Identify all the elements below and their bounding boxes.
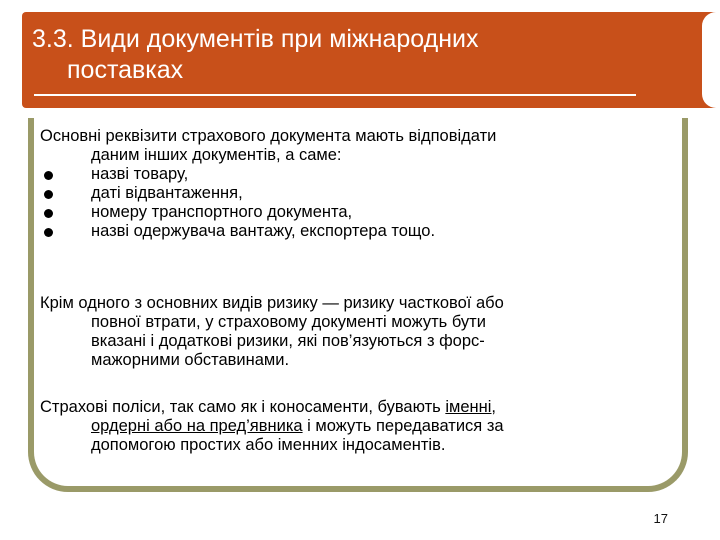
list-item-text: назві одержувача вантажу, експортера тощо. [91, 222, 436, 240]
list-item-text: назві товару, [91, 165, 189, 183]
title-banner [22, 12, 718, 108]
underlined-term: ордерні або на пред’явника [91, 417, 303, 435]
slide-title-line2: поставках [67, 56, 184, 84]
bullet-icon [44, 190, 53, 199]
list-item [40, 165, 680, 184]
paragraph-line: допомогою простих або іменних індосаментів. [91, 436, 446, 454]
paragraph-line: вказані і додаткові ризики, які пов’язуються з форс- [91, 332, 485, 350]
bullet-icon [44, 228, 53, 237]
paragraph-line: повної втрати, у страховому документі можуть бути [91, 313, 486, 331]
paragraph-lead: Основні реквізити страхового документа мають відповідати [40, 127, 497, 145]
page-number: 17 [653, 511, 668, 526]
paragraph-line: мажорними обставинами. [91, 351, 290, 369]
list-item [40, 222, 680, 241]
list-item [40, 184, 680, 203]
list-item [40, 203, 680, 222]
slide-title-line1: 3.3. Види документів при міжнародних [32, 25, 479, 53]
bullet-icon [44, 209, 53, 218]
paragraph-requisites [40, 127, 680, 241]
paragraph-risks [40, 294, 680, 370]
paragraph-line: Крім одного з основних видів ризику — ризику часткової або [40, 294, 504, 312]
list-item-text: номеру транспортного документа, [91, 203, 353, 221]
paragraph-line: Страхові поліси, так само як і коносаменти, бувають [40, 398, 446, 416]
paragraph-policies [40, 398, 680, 455]
requisites-list [40, 165, 680, 241]
list-item-text: даті відвантаження, [91, 184, 243, 202]
slide-title [32, 24, 632, 86]
title-underline-rule [34, 94, 636, 96]
bullet-icon [44, 171, 53, 180]
paragraph-lead-continuation: даним інших документів, а саме: [91, 146, 342, 164]
banner-corner-cutout [702, 12, 718, 108]
underlined-term: іменні, [445, 398, 497, 416]
paragraph-line-wrap [40, 417, 680, 436]
paragraph-line: і можуть передаватися за [302, 417, 504, 435]
